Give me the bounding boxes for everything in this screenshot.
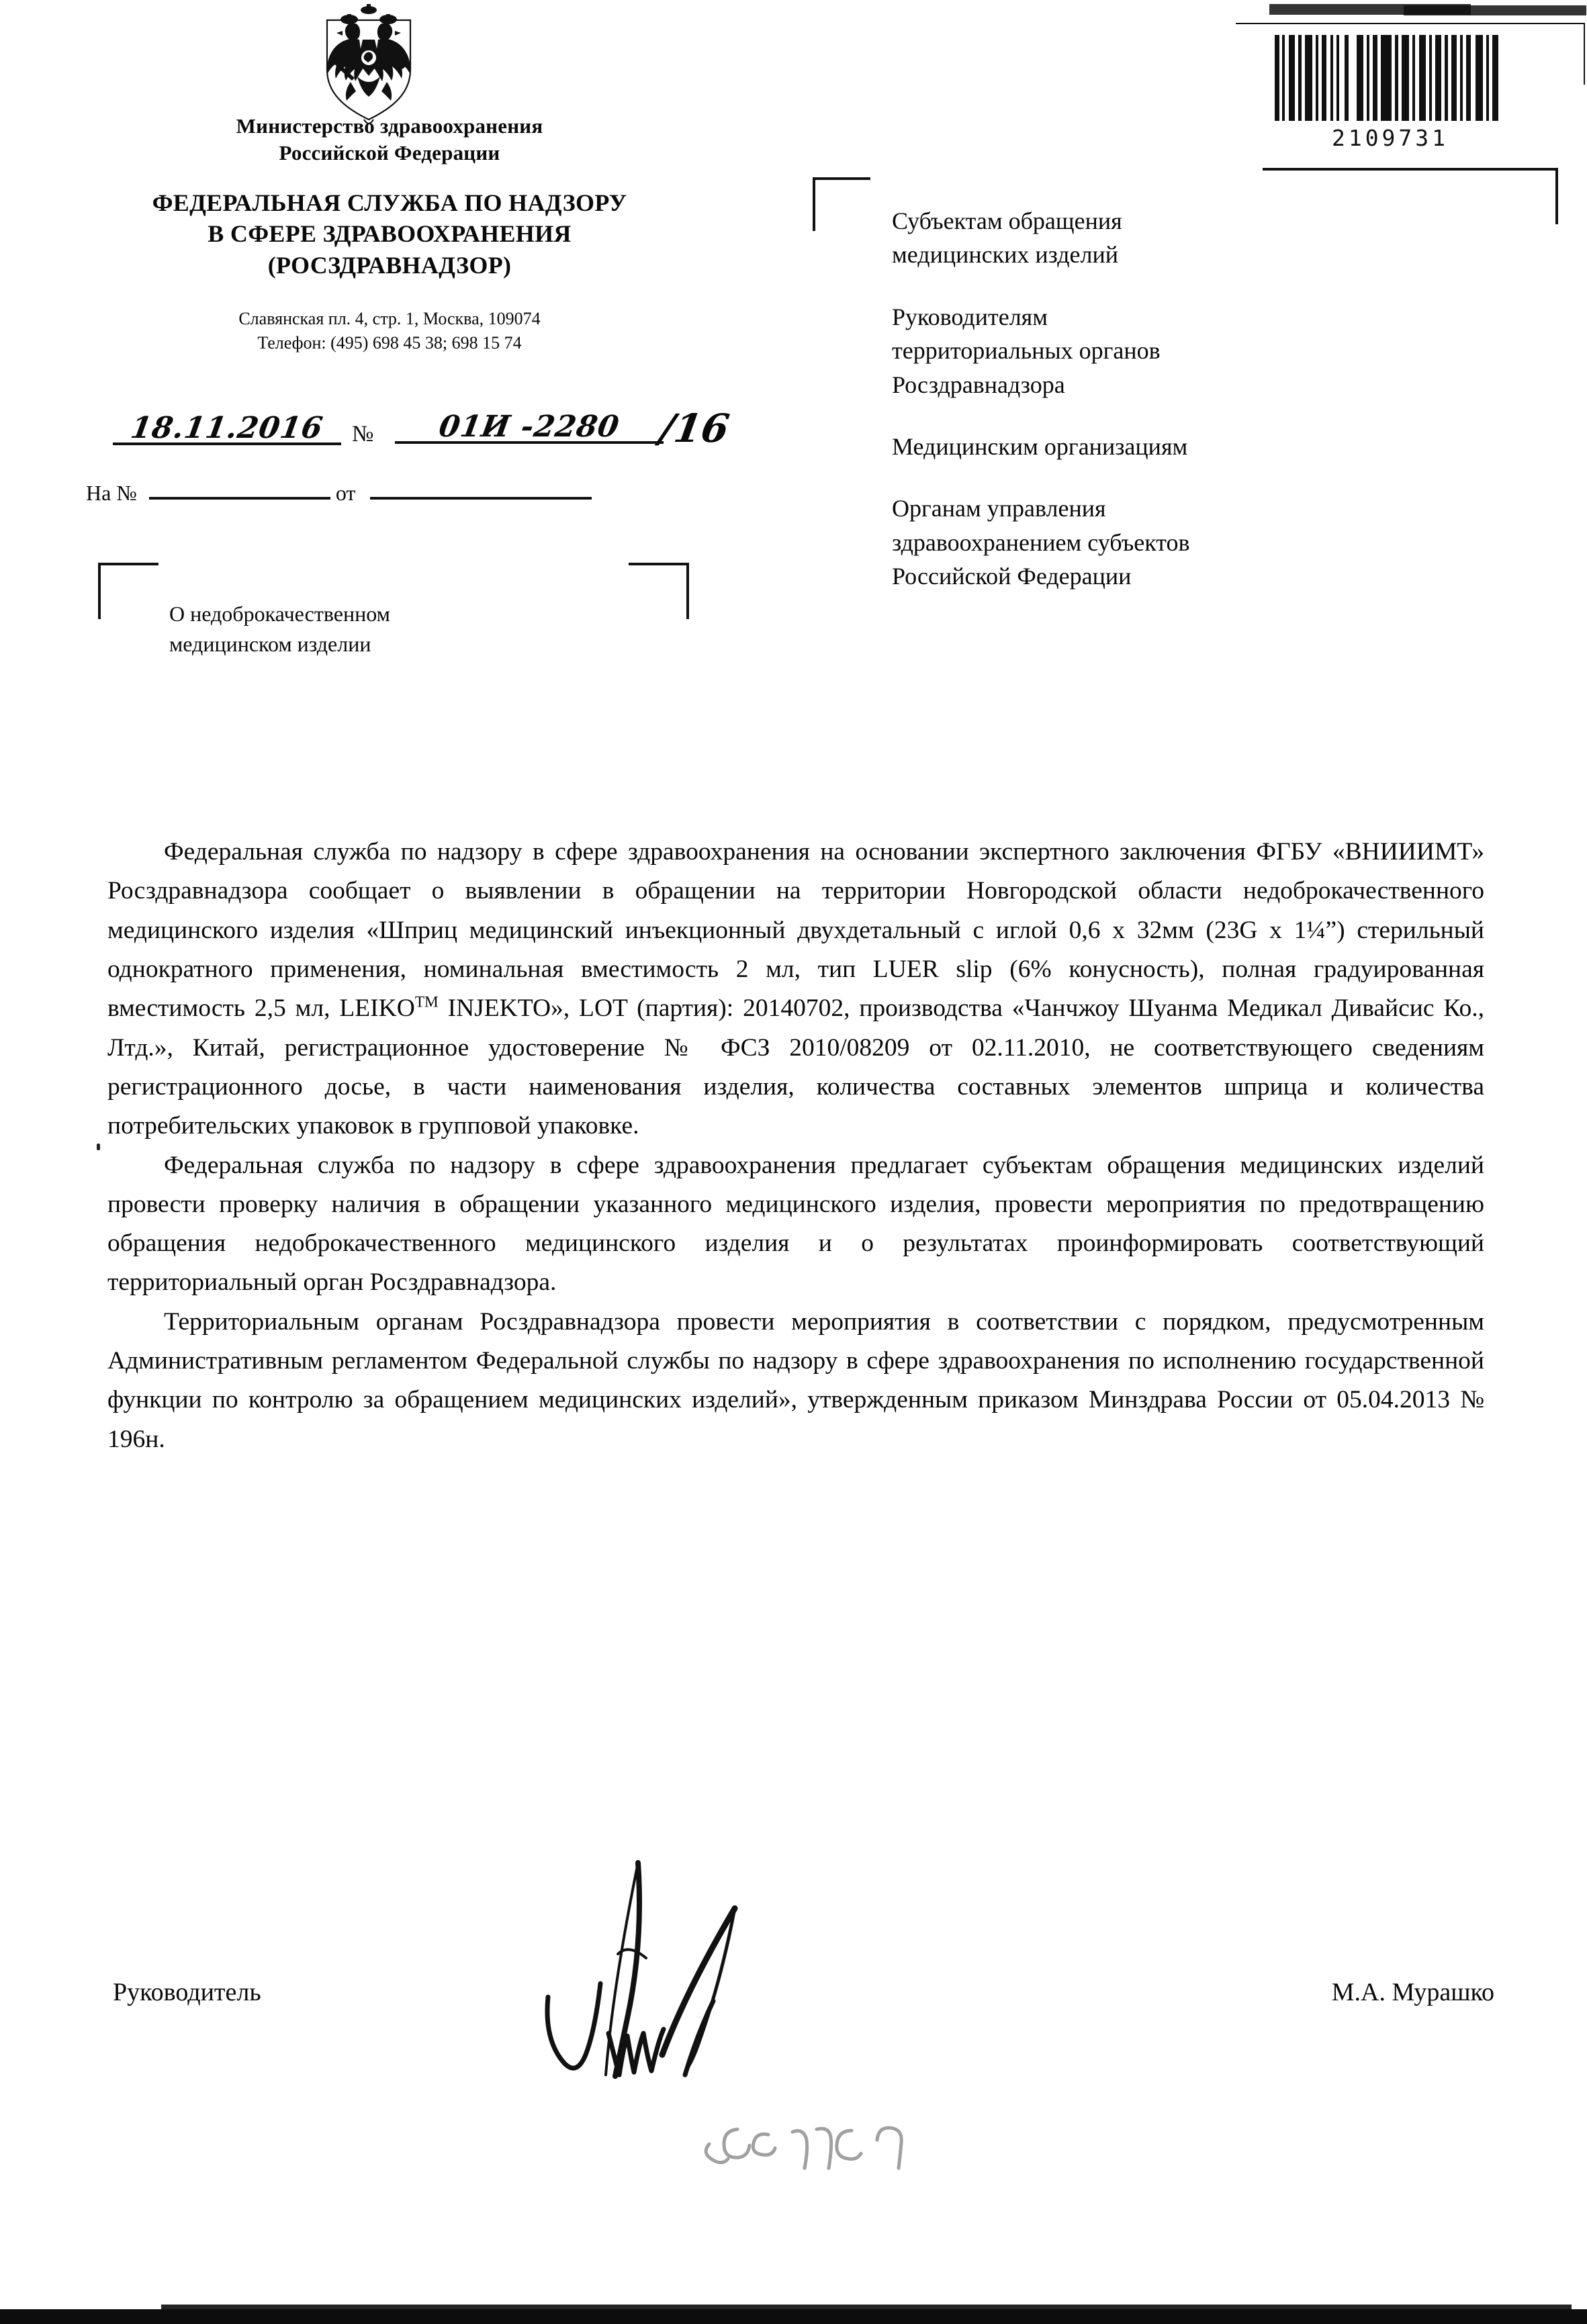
addressee-subjects-line-1: Субъектам обращения: [892, 207, 1122, 234]
barcode-number: 2109731: [1331, 125, 1449, 151]
addressee-item-subjects: [892, 204, 1563, 272]
addressee-item-health-authorities: [892, 492, 1563, 593]
addressee-item-territorial-heads: [892, 300, 1563, 402]
scan-artifact-top-right: [1404, 5, 1586, 15]
barcode-icon: [1272, 35, 1508, 121]
barcode-block: [1272, 35, 1508, 151]
addressee-heads-line-1: Руководителям: [892, 303, 1048, 330]
barcode-frame-top-rule: [1236, 23, 1585, 24]
outgoing-number-value: 01И -2280: [437, 410, 622, 444]
ink-speck-artifact: [97, 1144, 100, 1150]
body-paragraph-1-part-2: INJEKTO», LOT (партия): 20140702, производства «Чанчжоу Шуанма Медикал Дивайсис Ко., Лтд.», Китай, регистрационное удостоверение № ФСЗ 2010/08209 от 02.11.2010, не соответствующего сведениям регистрационного досье, в части наименования изделия, количества составных элементов шприца и количества потребительских упаковок в групповой упаковке.: [107, 994, 1485, 1140]
addressee-authorities-line-2: здравоохранением субъектов: [892, 528, 1190, 556]
postal-address: Славянская пл. 4, стр. 1, Москва, 109074: [238, 308, 541, 328]
addressee-corner-top-right-h: [1263, 168, 1558, 171]
body-paragraph-3: [107, 1303, 1484, 1459]
service-line-3: (РОСЗДРАВНАДЗОР): [267, 252, 512, 279]
reference-line: [113, 406, 737, 465]
subject-line-2: медицинском изделии: [169, 632, 371, 657]
outgoing-number-suffix: /16: [656, 406, 733, 451]
letterhead: [54, 113, 725, 355]
addressee-medorg-line-1: Медицинским организациям: [892, 432, 1188, 460]
addressee-heads-line-2: территориальных органов: [892, 337, 1161, 365]
addressee-item-medical-organizations: [892, 430, 1563, 463]
body-paragraph-1: [107, 833, 1484, 1146]
incoming-reference-line: [86, 481, 690, 506]
addressee-heads-line-3: Росздравнадзора: [892, 371, 1065, 398]
barcode-frame-right-rule: [1584, 23, 1585, 85]
addressee-authorities-line-3: Российской Федерации: [892, 563, 1132, 590]
subject-line-1: О недоброкачественном: [169, 602, 390, 626]
handwritten-signature-icon: [544, 1853, 920, 2135]
subject-corner-top-right-h: [629, 563, 689, 565]
incoming-date-blank: [370, 497, 592, 500]
addressee-corner-top-left-v: [813, 177, 815, 231]
contact-details: [54, 307, 725, 355]
body-paragraph-3-text: Территориальным органам Росздравнадзора провести мероприятия в соответствии с порядком, предусмотренным Административным регламентом Федеральной службы по надзору в сфере здравоохранения по исполнению государственной функции по контролю за обращением медицинских изделий», утвержденным приказом Минздрава России от 05.04.2013 № 196н.: [107, 1307, 1484, 1453]
signer-name: М.А. Мурашко: [1331, 1978, 1494, 2006]
addressee-list: [892, 204, 1563, 594]
addressee-corner-top-left-h: [813, 177, 870, 180]
letter-body: [107, 833, 1484, 1459]
signer-title: Руководитель: [113, 1978, 261, 2006]
ministry-line-1: Министерство здравоохранения: [236, 114, 543, 138]
outgoing-date-field: [113, 411, 341, 445]
incoming-date-label: от: [335, 481, 356, 505]
faint-stamp-artifact: [698, 2105, 913, 2179]
outgoing-date-value: 18.11.2016: [128, 411, 326, 445]
body-paragraph-2-text: Федеральная служба по надзору в сфере здравоохранения предлагает субъектам обращения медицинских изделий провести проверку наличия в обращении указанного медицинского изделия, провести мероприятия по предотвращению обращения недоброкачественного медицинского изделия и о результатах проинформировать соответствующий территориальный орган Росздравнадзора.: [107, 1151, 1484, 1297]
body-paragraph-2: [107, 1146, 1484, 1303]
incoming-number-blank: [149, 497, 330, 500]
subject-corner-top-right-v: [686, 563, 689, 619]
outgoing-number-label: №: [352, 422, 374, 447]
phone-number: Телефон: (495) 698 45 38; 698 15 74: [257, 332, 522, 353]
trademark-superscript: TM: [414, 993, 439, 1011]
subject-corner-top-left-v: [98, 563, 101, 619]
service-name: [54, 187, 725, 281]
subject-block: [98, 563, 689, 677]
subject-corner-top-left-h: [98, 563, 158, 565]
scan-artifact-bottom-edge: [0, 2309, 1587, 2324]
addressee-subjects-line-2: медицинских изделий: [892, 241, 1119, 269]
subject-text: [169, 599, 680, 660]
body-paragraph-1-part-1: Федеральная служба по надзору в сфере здравоохранения на основании экспертного заключения ФГБУ «ВНИИИМТ» Росздравнадзора сообщает о выявлении в обращении на территории Новгородской области недоброкачественного медицинского изделия «Шприц медицинский инъекционный двухдетальный с иглой 0,6 х 32мм (23G х 1¼”) стерильный однократного применения, номинальная вместимость 2 мл, тип LUER slip (6% конусность), полная градуированная вместимость 2,5 мл, LEIKO: [107, 838, 1484, 1023]
addressee-authorities-line-1: Органам управления: [892, 495, 1106, 522]
service-line-1: ФЕДЕРАЛЬНАЯ СЛУЖБА ПО НАДЗОРУ: [152, 189, 627, 216]
ministry-line-2: Российской Федерации: [279, 141, 500, 165]
ministry-name: [54, 113, 725, 167]
service-line-2: В СФЕРЕ ЗДРАВООХРАНЕНИЯ: [208, 220, 572, 248]
outgoing-number-field: [395, 410, 664, 444]
incoming-number-label: На №: [86, 481, 137, 505]
